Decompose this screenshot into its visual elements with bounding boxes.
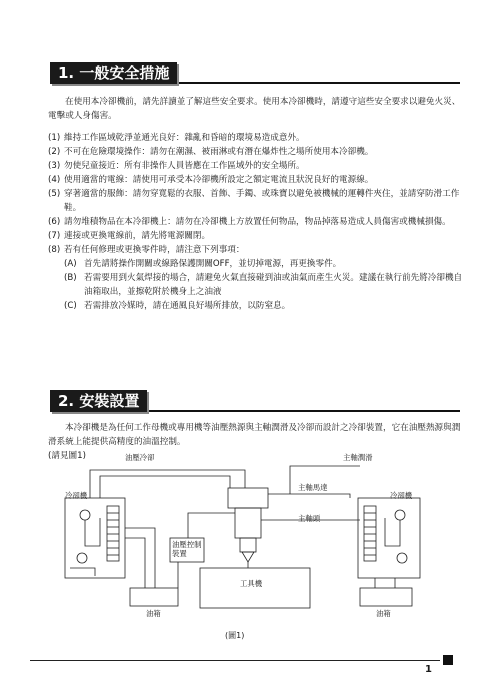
section2-header (50, 390, 460, 414)
left-cooler-label: 冷卻機 (65, 491, 88, 500)
list-item: (8) 若有任何修理或更換零件時，請注意下列事項： (48, 245, 245, 255)
spindle-head-label: 主軸頭 (298, 514, 321, 523)
section2-intro: 本冷卻機是為任何工作母機或專用機等油壓熱源與主軸潤滑及冷卻而設計之冷卻裝置，它在油壓熱源與潤滑系統上能提供高精度的油溫控制。 (48, 423, 461, 447)
section2-title: 2. 安裝設置 (50, 390, 147, 412)
spindle-head (235, 508, 261, 538)
list-subitem: (B) 若需要用到火氣焊接的場合，請避免火氣直接碰到油或油氣而產生火災。建議在執行前先將冷卻機自油箱取出，並擦乾附於機身上之油液 (64, 273, 463, 297)
spindle-motor (228, 488, 268, 508)
section1-intro: 在使用本冷卻機前，請先詳讀並了解這些安全要求。使用本冷卻機時，請遵守這些安全要求以避免火災、電擊或人身傷害。 (48, 97, 461, 121)
left-pump (77, 553, 87, 563)
figure-reference: (請見圖1) (48, 451, 86, 461)
spindle-motor-label: 主軸馬達 (298, 483, 328, 492)
left-tank-label: 油箱 (146, 609, 161, 618)
page-number: 1 (425, 664, 432, 675)
footer-rule (30, 660, 440, 661)
right-condenser (364, 506, 376, 561)
hydraulic-control-label: 油壓控制裝置 (172, 540, 202, 558)
list-item: (7) 連接或更換電線前，請先將電源關閉。 (48, 231, 211, 241)
machine-tool-label: 工具機 (240, 579, 263, 588)
list-item: (4) 使用適當的電線：請使用可承受本冷卻機所設定之額定電流且狀況良好的電源線。 (48, 175, 374, 185)
left-condenser (107, 506, 119, 561)
list-subitem: (C) 若需排放冷媒時，請在通風良好場所排放，以防窒息。 (64, 301, 291, 311)
list-subitem: (A) 首先請將操作開關或線路保護開關OFF，並切掉電源，再更換零件。 (64, 259, 342, 269)
section1-title: 1. 一般安全措施 (50, 62, 177, 84)
left-cooler-unit (65, 498, 125, 578)
list-item: (1) 維持工作區域乾淨並通光良好：雜亂和昏暗的環境易造成意外。 (48, 133, 305, 143)
right-fan (395, 510, 405, 520)
section1-header (50, 62, 460, 86)
right-cooler-label: 冷卻機 (390, 491, 413, 500)
diagram-drawing (60, 458, 430, 618)
right-tank (360, 588, 412, 606)
hydraulic-cooling-label: 油壓冷卻 (125, 453, 155, 462)
left-tank (130, 588, 178, 606)
safety-list (48, 131, 468, 313)
right-cooler-unit (358, 498, 420, 578)
footer-mark (443, 655, 453, 665)
right-tank-label: 油箱 (376, 609, 391, 618)
list-item: (2) 不可在危險環境操作：請勿在潮濕、被雨淋或有潛在爆炸性之場所使用本冷卻機。 (48, 147, 374, 157)
list-item: (6) 請勿堆積物品在本冷卻機上：請勿在冷卻機上方放置任何物品，物品掉落易造成人員傷害或機械損傷。 (48, 217, 451, 227)
figure-caption: (圖1) (225, 631, 245, 640)
list-item: (3) 勿使兒童接近：所有非操作人員皆應在工作區域外的安全場所。 (48, 161, 305, 171)
left-fan (80, 510, 90, 520)
right-pump (397, 553, 407, 563)
spindle-lube-label: 主軸潤滑 (343, 453, 373, 462)
list-item: (5) 穿著適當的服飾：請勿穿寬鬆的衣服、首飾、手鐲、或珠寶以避免被機械的運轉件夾住，並請穿防滑工作鞋。 (48, 189, 460, 213)
